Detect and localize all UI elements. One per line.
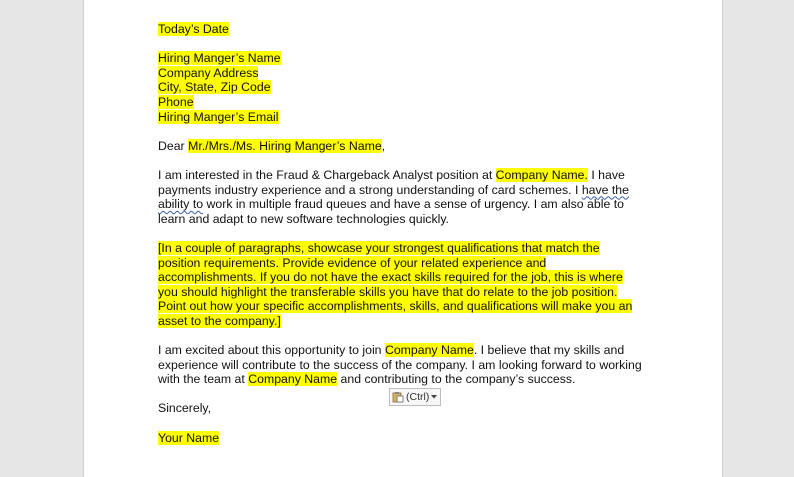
paste-options-button[interactable] — [389, 388, 441, 406]
closing: Sincerely, — [158, 401, 212, 416]
company-name-placeholder: Company Name — [384, 343, 474, 358]
paragraph-2 — [158, 241, 642, 329]
grammar-flag: have the ability to — [158, 182, 629, 212]
signature-line — [158, 431, 642, 446]
recipient-city: City, State, Zip Code — [158, 80, 271, 95]
recipient-address: Company Address — [158, 65, 259, 80]
company-name-placeholder: Company Name. — [495, 167, 588, 182]
date-placeholder: Today’s Date — [158, 22, 229, 36]
signature-placeholder: Your Name — [158, 430, 220, 445]
recipient-block — [158, 51, 642, 124]
paragraph-1: I am interested in the Fraud & Chargeback Analyst position at Company Name. I have payments industry experience and a strong understanding of card schemes. I have the ability to work in multiple fraud queues and have a sense of urgency. I am also able to learn and adapt to new software technologies quickly. — [158, 167, 629, 226]
salutation-name: Mr./Mrs./Ms. Hiring Manger’s Name — [188, 138, 382, 153]
paragraph-3: I am excited about this opportunity to join Company Name. I believe that my skills and experience will contribute to the success of the company. I am looking forward to working with the team at Company Name and contributing to the company’s success. — [158, 343, 642, 387]
recipient-name: Hiring Manger’s Name — [158, 51, 281, 66]
salutation: Dear Mr./Mrs./Ms. Hiring Manger’s Name, — [158, 138, 386, 153]
qualifications-placeholder: [In a couple of paragraphs, showcase your strongest qualifications that match the position requirements. Provide evidence of your related experience and accomplishments. If you do not have the exact skills required for the job, this is where you should highlight the transferable skills you have that do relate to the job position. Point out how your specific accomplishments, skills, and qualifications will make you an asset to the company.] — [158, 240, 633, 328]
company-name-placeholder: Company Name — [248, 372, 338, 387]
date-line — [158, 22, 642, 37]
letter-body[interactable] — [158, 22, 642, 445]
paste-options-label: (Ctrl) — [406, 391, 430, 403]
chevron-down-icon — [431, 395, 437, 399]
recipient-email: Hiring Manger’s Email — [158, 109, 279, 124]
clipboard-icon — [392, 391, 404, 403]
recipient-phone: Phone — [158, 94, 194, 109]
